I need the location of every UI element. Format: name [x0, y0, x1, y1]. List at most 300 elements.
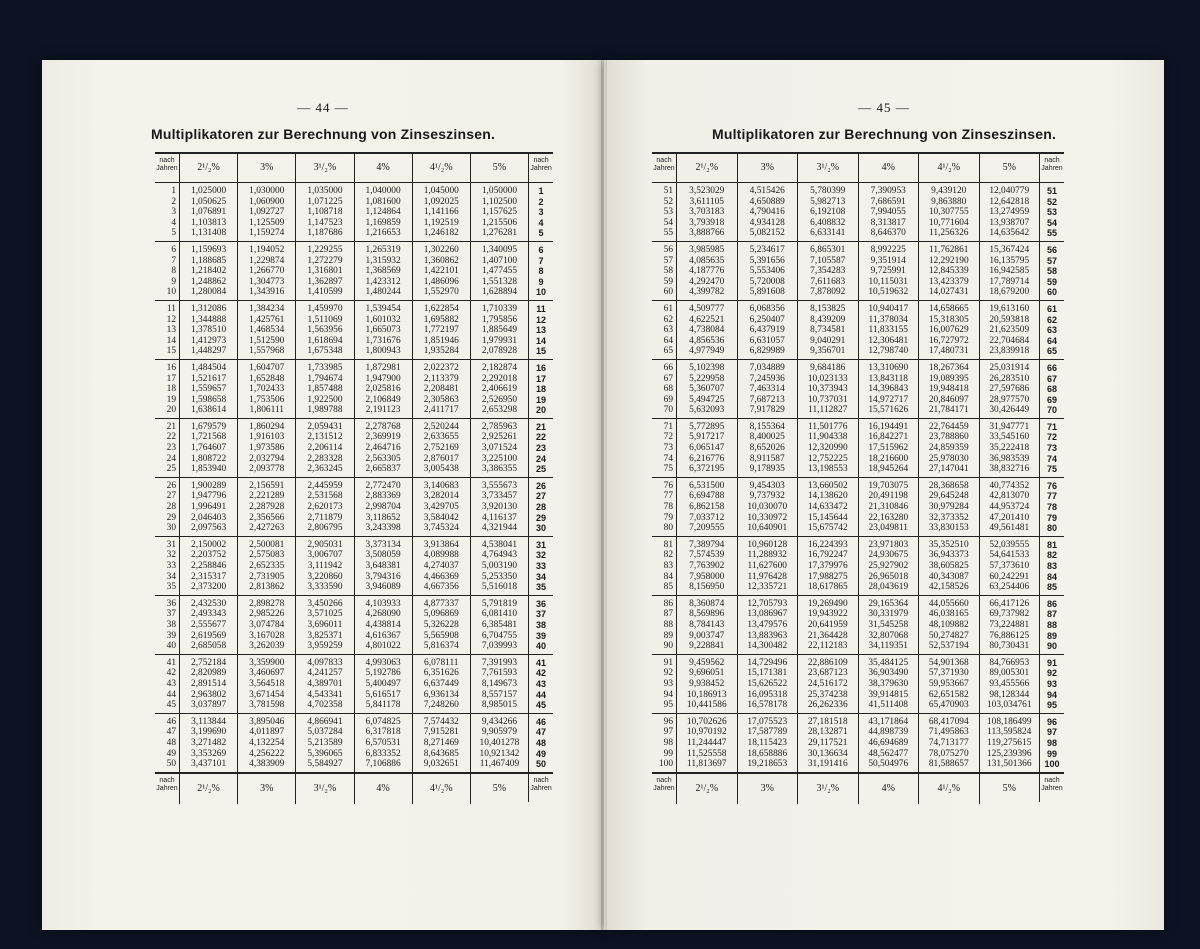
multiplier-value: 2,998704	[365, 502, 401, 513]
multiplier-value: 17,075523	[747, 716, 788, 727]
multiplier-value: 30,136634	[807, 748, 848, 759]
multiplier-value: 7,391993	[481, 657, 518, 668]
year-column	[652, 183, 676, 241]
rate-column-header: 4%	[354, 774, 412, 804]
multiplier-value: 46,694689	[868, 737, 909, 748]
value-column	[179, 537, 237, 595]
value-column	[237, 301, 295, 359]
multiplier-value: 1,922500	[307, 394, 343, 405]
multiplier-value: 1,947796	[191, 491, 227, 502]
multiplier-value: 32,373352	[928, 512, 969, 523]
left-page	[42, 60, 604, 930]
year-number: 95	[1046, 700, 1057, 711]
multiplier-value: 6,078111	[424, 657, 459, 668]
value-column	[737, 714, 798, 772]
interest-table	[155, 152, 553, 804]
multiplier-value: 2,898278	[249, 598, 285, 609]
year-group	[155, 596, 553, 655]
multiplier-value: 1,071225	[307, 196, 343, 207]
year-number: 58	[1046, 266, 1057, 277]
multiplier-value: 9,938452	[689, 678, 725, 689]
year-column	[528, 537, 553, 595]
multiplier-value: 5,326228	[423, 619, 459, 630]
value-column	[412, 242, 470, 300]
year-number: 79	[663, 512, 673, 523]
multiplier-value: 7,463314	[749, 384, 785, 395]
multiplier-value: 21,623509	[989, 325, 1030, 336]
year-number: 75	[663, 464, 673, 475]
value-column	[858, 537, 919, 595]
rate-column-header: 3%	[737, 774, 798, 804]
multiplier-value: 14,729496	[747, 657, 788, 668]
multiplier-value: 14,972717	[868, 394, 909, 405]
multiplier-value: 1,900289	[191, 480, 227, 491]
multiplier-value: 5,082152	[749, 228, 785, 239]
multiplier-value: 10,373943	[807, 384, 848, 395]
year-number: 95	[663, 700, 673, 711]
multiplier-value: 24,930675	[868, 550, 909, 561]
table-header	[155, 154, 553, 183]
multiplier-value: 12,040779	[989, 186, 1030, 196]
multiplier-value: 5,917217	[689, 432, 725, 443]
value-column	[797, 714, 858, 772]
year-number: 72	[663, 432, 673, 443]
year-number: 10	[536, 287, 547, 298]
multiplier-value: 29,645248	[928, 491, 969, 502]
multiplier-value: 25,927902	[868, 561, 909, 571]
multiplier-value: 3,037897	[191, 700, 227, 711]
multiplier-value: 44,898739	[868, 727, 909, 738]
value-column	[918, 301, 979, 359]
multiplier-value: 1,808722	[191, 453, 227, 464]
multiplier-value: 89,005301	[989, 668, 1030, 679]
multiplier-value: 4,616367	[365, 630, 401, 641]
multiplier-value: 2,046403	[191, 512, 227, 523]
year-number: 29	[166, 512, 176, 523]
year-number: 88	[1046, 619, 1057, 630]
year-number: 13	[166, 325, 176, 336]
value-column	[354, 478, 412, 536]
value-column	[237, 537, 295, 595]
multiplier-value: 2,432530	[191, 598, 227, 609]
multiplier-value: 3,243398	[365, 523, 401, 534]
year-number: 2	[538, 196, 544, 207]
multiplier-value: 4,866941	[307, 716, 343, 727]
multiplier-value: 20,593818	[989, 314, 1030, 325]
multiplier-value: 3,359900	[249, 657, 285, 668]
multiplier-value: 1,194052	[249, 244, 285, 255]
multiplier-value: 40,774352	[989, 480, 1030, 491]
year-number: 24	[166, 453, 176, 464]
multiplier-value: 14,396843	[868, 384, 909, 395]
multiplier-value: 2,883369	[365, 491, 401, 502]
multiplier-value: 57,373610	[989, 561, 1030, 571]
year-number: 27	[166, 491, 176, 502]
year-number: 66	[663, 362, 673, 373]
multiplier-value: 3,006707	[307, 550, 343, 561]
year-number: 82	[663, 550, 673, 561]
multiplier-value: 3,140683	[423, 480, 459, 491]
multiplier-value: 7,574539	[689, 550, 725, 561]
value-column	[179, 242, 237, 300]
year-number: 50	[536, 759, 547, 770]
year-number: 20	[166, 405, 176, 416]
multiplier-value: 6,437919	[749, 325, 785, 336]
year-number: 20	[536, 405, 547, 416]
multiplier-value: 6,065147	[689, 443, 725, 454]
year-number: 59	[663, 276, 673, 287]
value-column	[676, 596, 737, 654]
value-column	[412, 596, 470, 654]
multiplier-value: 4,543341	[307, 689, 343, 700]
rate-column-header: 5%	[470, 774, 528, 804]
multiplier-value: 31,191416	[807, 759, 848, 770]
multiplier-value: 1,157625	[481, 207, 518, 218]
multiplier-value: 2,445959	[307, 480, 343, 491]
year-number: 84	[663, 571, 673, 582]
multiplier-value: 3,333590	[307, 582, 343, 593]
multiplier-value: 33,545160	[989, 432, 1030, 443]
year-group	[155, 537, 553, 596]
multiplier-value: 7,878092	[810, 287, 846, 298]
year-column	[528, 242, 553, 300]
multiplier-value: 2,032794	[249, 453, 285, 464]
multiplier-value: 1,979931	[481, 335, 518, 346]
year-number: 61	[663, 303, 673, 314]
multiplier-value: 1,423312	[365, 276, 401, 287]
value-column	[295, 596, 353, 654]
year-number: 27	[536, 491, 547, 502]
multiplier-value: 3,611105	[689, 196, 724, 207]
multiplier-value: 7,354283	[810, 266, 846, 277]
multiplier-value: 1,060900	[249, 196, 285, 207]
multiplier-value: 11,501776	[808, 421, 848, 432]
multiplier-value: 119,275615	[987, 737, 1032, 748]
years-label: nach Jahren	[653, 157, 675, 172]
multiplier-value: 1,304773	[249, 276, 285, 287]
year-number: 40	[536, 641, 547, 652]
multiplier-value: 2,113379	[423, 373, 459, 384]
multiplier-value: 1,733985	[307, 362, 343, 373]
multiplier-value: 42,813070	[989, 491, 1030, 502]
multiplier-value: 3,794316	[365, 571, 401, 582]
multiplier-value: 7,994055	[870, 207, 906, 218]
multiplier-value: 7,915281	[423, 727, 459, 738]
year-number: 81	[1046, 539, 1057, 550]
multiplier-value: 1,851946	[423, 335, 459, 346]
year-number: 30	[536, 523, 547, 534]
multiplier-value: 5,192786	[365, 668, 401, 679]
multiplier-value: 8,557157	[481, 689, 518, 700]
multiplier-value: 13,843118	[868, 373, 908, 384]
year-number: 83	[1046, 561, 1057, 571]
year-column	[1039, 419, 1064, 477]
year-number: 74	[1046, 453, 1057, 464]
multiplier-value: 1,996491	[191, 502, 227, 513]
value-column	[797, 596, 858, 654]
multiplier-value: 4,764943	[481, 550, 518, 561]
multiplier-value: 6,833352	[365, 748, 401, 759]
multiplier-value: 2,620173	[307, 502, 343, 513]
multiplier-value: 5,791819	[481, 598, 518, 609]
multiplier-value: 66,417126	[989, 598, 1030, 609]
multiplier-value: 48,562477	[868, 748, 909, 759]
multiplier-value: 10,921342	[479, 748, 520, 759]
multiplier-value: 5,616517	[365, 689, 401, 700]
multiplier-value: 6,694788	[689, 491, 725, 502]
multiplier-value: 4,934128	[749, 217, 785, 228]
year-column	[652, 714, 676, 772]
year-number: 3	[538, 207, 544, 218]
multiplier-value: 5,102398	[689, 362, 725, 373]
page-number: — 45 —	[858, 100, 910, 115]
multiplier-value: 10,970192	[686, 727, 727, 738]
multiplier-value: 5,253350	[481, 571, 518, 582]
multiplier-value: 3,564518	[249, 678, 285, 689]
multiplier-value: 1,702433	[249, 384, 285, 395]
year-number: 98	[663, 737, 673, 748]
multiplier-value: 1,795856	[481, 314, 518, 325]
multiplier-value: 16,942585	[989, 266, 1030, 277]
multiplier-value: 3,745324	[423, 523, 459, 534]
multiplier-value: 27,597686	[989, 384, 1030, 395]
value-column	[918, 360, 979, 418]
years-label: nach Jahren	[528, 774, 553, 802]
multiplier-value: 1,459970	[307, 303, 343, 314]
multiplier-value: 19,089395	[928, 373, 969, 384]
year-number: 91	[1046, 657, 1057, 668]
multiplier-value: 2,292018	[481, 373, 518, 384]
multiplier-value: 5,720008	[749, 276, 785, 287]
multiplier-value: 14,633472	[807, 502, 848, 513]
year-number: 67	[1046, 373, 1057, 384]
multiplier-value: 4,650889	[749, 196, 785, 207]
multiplier-value: 5,816374	[423, 641, 459, 652]
value-column	[354, 360, 412, 418]
value-column	[470, 242, 528, 300]
multiplier-value: 23,687123	[807, 668, 848, 679]
multiplier-value: 9,725991	[870, 266, 906, 277]
multiplier-value: 6,531500	[689, 480, 725, 491]
year-number: 17	[166, 373, 176, 384]
multiplier-value: 9,696051	[689, 668, 725, 679]
multiplier-value: 1,272279	[307, 255, 343, 266]
multiplier-value: 4,667356	[423, 582, 459, 593]
multiplier-value: 4,738084	[689, 325, 725, 336]
year-number: 97	[663, 727, 673, 738]
value-column	[737, 183, 798, 241]
value-column	[797, 655, 858, 713]
value-column	[676, 478, 737, 536]
year-number: 1	[171, 186, 176, 196]
multiplier-value: 11,288932	[747, 550, 787, 561]
multiplier-value: 3,895046	[249, 716, 285, 727]
year-column	[652, 301, 676, 359]
multiplier-value: 13,479576	[747, 619, 788, 630]
year-number: 15	[166, 346, 176, 357]
value-column	[470, 478, 528, 536]
multiplier-value: 8,271469	[423, 737, 459, 748]
multiplier-value: 9,351914	[870, 255, 906, 266]
year-number: 52	[1046, 196, 1057, 207]
value-column	[918, 478, 979, 536]
year-number: 31	[166, 539, 176, 550]
year-number: 60	[663, 287, 673, 298]
multiplier-value: 1,539454	[365, 303, 401, 314]
multiplier-value: 80,730431	[989, 641, 1030, 652]
multiplier-value: 1,872981	[365, 362, 401, 373]
multiplier-value: 1,794674	[307, 373, 343, 384]
multiplier-value: 5,553406	[749, 266, 785, 277]
multiplier-value: 13,883963	[747, 630, 788, 641]
multiplier-value: 7,958000	[689, 571, 725, 582]
year-number: 6	[171, 244, 176, 255]
year-number: 81	[663, 539, 673, 550]
value-column	[797, 242, 858, 300]
multiplier-value: 6,408832	[810, 217, 846, 228]
multiplier-value: 21,364428	[807, 630, 848, 641]
multiplier-value: 20,491198	[868, 491, 908, 502]
multiplier-value: 3,199690	[191, 727, 227, 738]
multiplier-value: 71,495863	[928, 727, 969, 738]
multiplier-value: 18,658886	[747, 748, 788, 759]
multiplier-value: 41,511408	[868, 700, 908, 711]
multiplier-value: 2,555677	[191, 619, 227, 630]
multiplier-value: 5,780399	[810, 186, 846, 196]
multiplier-value: 20,846097	[928, 394, 969, 405]
rate-column-header: 2¹/₂%	[676, 774, 737, 804]
value-column	[918, 242, 979, 300]
multiplier-value: 1,947900	[365, 373, 401, 384]
multiplier-value: 1,343916	[249, 287, 285, 298]
year-number: 49	[166, 748, 176, 759]
year-number: 25	[536, 464, 547, 475]
multiplier-value: 24,516172	[807, 678, 848, 689]
multiplier-value: 60,242291	[989, 571, 1030, 582]
multiplier-value: 1,124864	[365, 207, 401, 218]
multiplier-value: 32,807068	[868, 630, 909, 641]
multiplier-value: 103,034761	[986, 700, 1032, 711]
multiplier-value: 2,093778	[249, 464, 285, 475]
multiplier-value: 15,675742	[807, 523, 848, 534]
multiplier-value: 11,762861	[929, 244, 969, 255]
year-number: 73	[663, 443, 673, 454]
year-column	[155, 596, 179, 654]
multiplier-value: 10,186913	[686, 689, 727, 700]
multiplier-value: 1,248862	[191, 276, 227, 287]
multiplier-value: 18,216600	[868, 453, 909, 464]
year-number: 5	[171, 228, 176, 239]
multiplier-value: 5,213589	[307, 737, 343, 748]
year-number: 42	[166, 668, 176, 679]
value-column	[979, 301, 1040, 359]
multiplier-value: 10,115031	[868, 276, 908, 287]
multiplier-value: 46,038165	[928, 609, 969, 620]
multiplier-value: 21,310846	[868, 502, 909, 513]
multiplier-value: 3,584042	[423, 512, 459, 523]
multiplier-value: 1,638614	[191, 405, 227, 416]
multiplier-value: 108,186499	[986, 716, 1032, 727]
year-number: 35	[536, 582, 547, 593]
multiplier-value: 3,793918	[689, 217, 725, 228]
year-number: 48	[166, 737, 176, 748]
multiplier-value: 7,611683	[810, 276, 846, 287]
year-number: 24	[536, 453, 547, 464]
value-column	[918, 419, 979, 477]
multiplier-value: 10,640901	[747, 523, 788, 534]
year-group	[155, 301, 553, 360]
multiplier-value: 28,368658	[928, 480, 969, 491]
multiplier-value: 3,781598	[249, 700, 285, 711]
value-column	[179, 714, 237, 772]
multiplier-value: 6,250407	[749, 314, 785, 325]
year-number: 90	[1046, 641, 1057, 652]
multiplier-value: 1,315932	[365, 255, 401, 266]
multiplier-value: 13,660502	[807, 480, 848, 491]
multiplier-value: 3,220860	[307, 571, 343, 582]
year-number: 82	[1046, 550, 1057, 561]
multiplier-value: 6,385481	[481, 619, 518, 630]
year-number: 88	[663, 619, 673, 630]
multiplier-value: 2,411717	[423, 405, 459, 416]
multiplier-value: 33,830153	[928, 523, 969, 534]
year-column	[652, 655, 676, 713]
multiplier-value: 2,806795	[307, 523, 343, 534]
value-column	[858, 596, 919, 654]
multiplier-value: 2,876017	[423, 453, 459, 464]
year-number: 53	[1046, 207, 1057, 218]
multiplier-value: 7,034889	[749, 362, 785, 373]
multiplier-value: 1,764607	[191, 443, 227, 454]
rate-column-header: 2¹/₂%	[179, 774, 237, 804]
multiplier-value: 2,619569	[191, 630, 227, 641]
years-label: nach Jahren	[528, 154, 553, 182]
year-number: 35	[166, 582, 176, 593]
multiplier-value: 1,265319	[365, 244, 401, 255]
year-number: 98	[1046, 737, 1057, 748]
year-number: 14	[536, 335, 547, 346]
year-number: 12	[536, 314, 547, 325]
multiplier-value: 6,704755	[481, 630, 518, 641]
multiplier-value: 4,187776	[689, 266, 725, 277]
multiplier-value: 8,643685	[423, 748, 459, 759]
multiplier-value: 16,194491	[868, 421, 909, 432]
multiplier-value: 1,410599	[307, 287, 343, 298]
multiplier-value: 17,988275	[807, 571, 848, 582]
multiplier-value: 2,731905	[249, 571, 285, 582]
year-column	[1039, 301, 1064, 359]
multiplier-value: 1,131408	[191, 228, 227, 239]
multiplier-value: 3,437101	[191, 759, 227, 770]
multiplier-value: 3,429705	[423, 502, 459, 513]
year-number: 8	[171, 266, 176, 277]
year-column	[155, 655, 179, 713]
multiplier-value: 11,256326	[929, 228, 969, 239]
multiplier-value: 1,103813	[191, 217, 227, 228]
multiplier-value: 8,400025	[749, 432, 785, 443]
multiplier-value: 1,622854	[423, 303, 459, 314]
multiplier-value: 1,340095	[481, 244, 518, 255]
year-number: 23	[166, 443, 176, 454]
multiplier-value: 2,369919	[365, 432, 401, 443]
multiplier-value: 3,118652	[365, 512, 401, 523]
multiplier-value: 5,234617	[749, 244, 785, 255]
multiplier-value: 47,201410	[989, 512, 1030, 523]
multiplier-value: 2,653298	[481, 405, 518, 416]
year-column	[1039, 655, 1064, 713]
value-column	[737, 242, 798, 300]
multiplier-value: 1,050625	[191, 196, 227, 207]
